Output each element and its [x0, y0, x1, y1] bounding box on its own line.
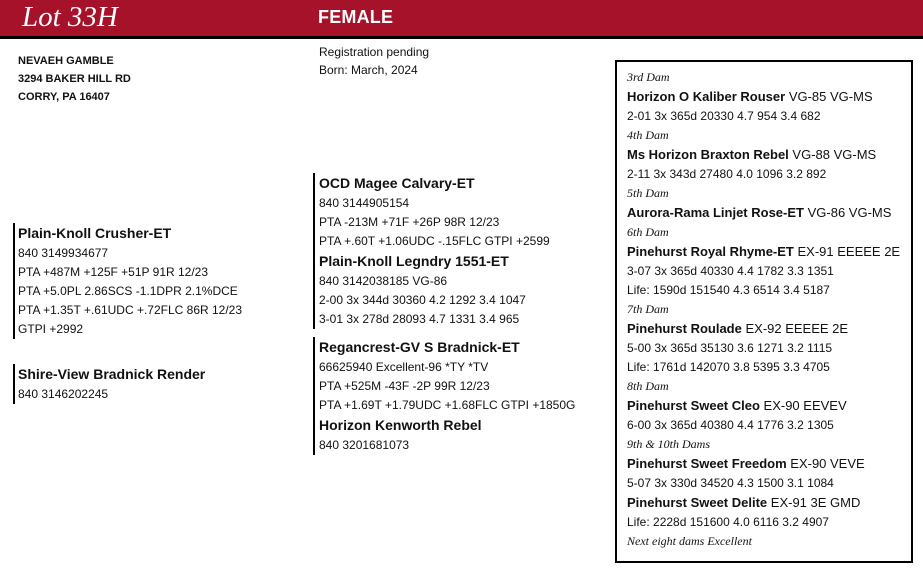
dam-sire-line: PTA +525M -43F -2P 99R 12/23 [319, 379, 490, 393]
dam-entry-stats: 5-00 3x 365d 35130 3.6 1271 3.2 1115 [627, 341, 833, 355]
dam-entry-name: Pinehurst Royal Rhyme-ET EX-91 EEEEE 2E [627, 244, 901, 259]
sire-sire-name: OCD Magee Calvary-ET [319, 175, 475, 191]
dam-generation-label: 9th & 10th Dams [627, 437, 711, 451]
dam-entry-name: Pinehurst Sweet Cleo EX-90 EEVEV [627, 398, 847, 413]
sire-sire-line: PTA +.60T +1.06UDC -.15FLC GTPI +2599 [319, 234, 550, 248]
owner-city: CORRY, PA 16407 [18, 91, 110, 103]
owner-name: NEVAEH GAMBLE [18, 55, 114, 67]
dam-entry-stats: Life: 2228d 151600 4.0 6116 3.2 4907 [627, 515, 829, 529]
sire-side-grandparents [313, 173, 550, 329]
dam-block [13, 364, 205, 404]
dam-entry-stats: 5-07 3x 330d 34520 4.3 1500 3.1 1084 [627, 476, 834, 490]
dam-name: Shire-View Bradnick Render [18, 366, 206, 382]
dam-sire-line: PTA +1.69T +1.79UDC +1.68FLC GTPI +1850G [319, 398, 576, 412]
dam-entry-stats: 3-07 3x 365d 40330 4.4 1782 3.3 1351 [627, 264, 834, 278]
dam-generation-label: 4th Dam [627, 128, 669, 142]
dam-line-box [615, 60, 913, 563]
dam-side-grandparents [313, 337, 575, 455]
dam-entry-name: Pinehurst Sweet Freedom EX-90 VEVE [627, 456, 865, 471]
dam-entry-name: Pinehurst Sweet Delite EX-91 3E GMD [627, 495, 861, 510]
dam-generation-label: 8th Dam [627, 379, 669, 393]
registration-status: Registration pending [319, 45, 430, 59]
dam-entry-stats: 2-01 3x 365d 20330 4.7 954 3.4 682 [627, 109, 821, 123]
dam-entry-name: Horizon O Kaliber Rouser VG-85 VG-MS [627, 89, 873, 104]
sire-dam-name: Plain-Knoll Legndry 1551-ET [319, 253, 509, 269]
dam-dam-id: 840 3201681073 [319, 438, 410, 452]
dam-sire-name: Regancrest-GV S Bradnick-ET [319, 339, 520, 355]
birth-date: Born: March, 2024 [319, 63, 418, 77]
owner-block [18, 52, 131, 106]
dam-entry-stats: 2-11 3x 343d 27480 4.0 1096 3.2 892 [627, 167, 827, 181]
dam-generation-label: 6th Dam [627, 225, 669, 239]
sire-line: PTA +1.35T +.61UDC +.72FLC 86R 12/23 [18, 303, 243, 317]
sire-sire-line: PTA -213M +71F +26P 98R 12/23 [319, 215, 500, 229]
dams-footer-note: Next eight dams Excellent [627, 534, 752, 548]
sire-dam-id: 840 3142038185 VG-86 [319, 274, 448, 288]
dam-generation-label: 3rd Dam [627, 70, 670, 84]
sire-dam-line: 3-01 3x 278d 28093 4.7 1331 3.4 965 [319, 312, 520, 326]
dam-entry-name: Pinehurst Roulade EX-92 EEEEE 2E [627, 321, 849, 336]
dam-dam-name: Horizon Kenworth Rebel [319, 417, 482, 433]
dam-entry-stats: Life: 1761d 142070 3.8 5395 3.3 4705 [627, 360, 830, 374]
lot-header [0, 0, 923, 39]
sire-line: PTA +5.0PL 2.86SCS -1.1DPR 2.1%DCE [18, 284, 238, 298]
sire-sire-id: 840 3144905154 [319, 196, 410, 210]
dam-sire-id: 66625940 Excellent-96 *TY *TV [319, 360, 489, 374]
dam-entry-stats: Life: 1590d 151540 4.3 6514 3.4 5187 [627, 283, 830, 297]
dam-entry-name: Ms Horizon Braxton Rebel VG-88 VG-MS [627, 147, 877, 162]
sire-line: PTA +487M +125F +51P 91R 12/23 [18, 265, 209, 279]
sire-line: GTPI +2992 [18, 322, 84, 336]
registration-block [319, 43, 429, 79]
dam-id: 840 3146202245 [18, 387, 109, 401]
sire-block [13, 223, 242, 339]
dam-entry-stats: 6-00 3x 365d 40380 4.4 1776 3.2 1305 [627, 418, 834, 432]
sex-label: FEMALE [318, 7, 394, 27]
owner-street: 3294 BAKER HILL RD [18, 73, 131, 85]
lot-number: Lot 33H [22, 1, 118, 33]
dam-generation-label: 7th Dam [627, 302, 669, 316]
sire-name: Plain-Knoll Crusher-ET [18, 225, 172, 241]
sire-dam-line: 2-00 3x 344d 30360 4.2 1292 3.4 1047 [319, 293, 526, 307]
sire-id: 840 3149934677 [18, 246, 109, 260]
dam-generation-label: 5th Dam [627, 186, 669, 200]
dam-entry-name: Aurora-Rama Linjet Rose-ET VG-86 VG-MS [627, 205, 892, 220]
